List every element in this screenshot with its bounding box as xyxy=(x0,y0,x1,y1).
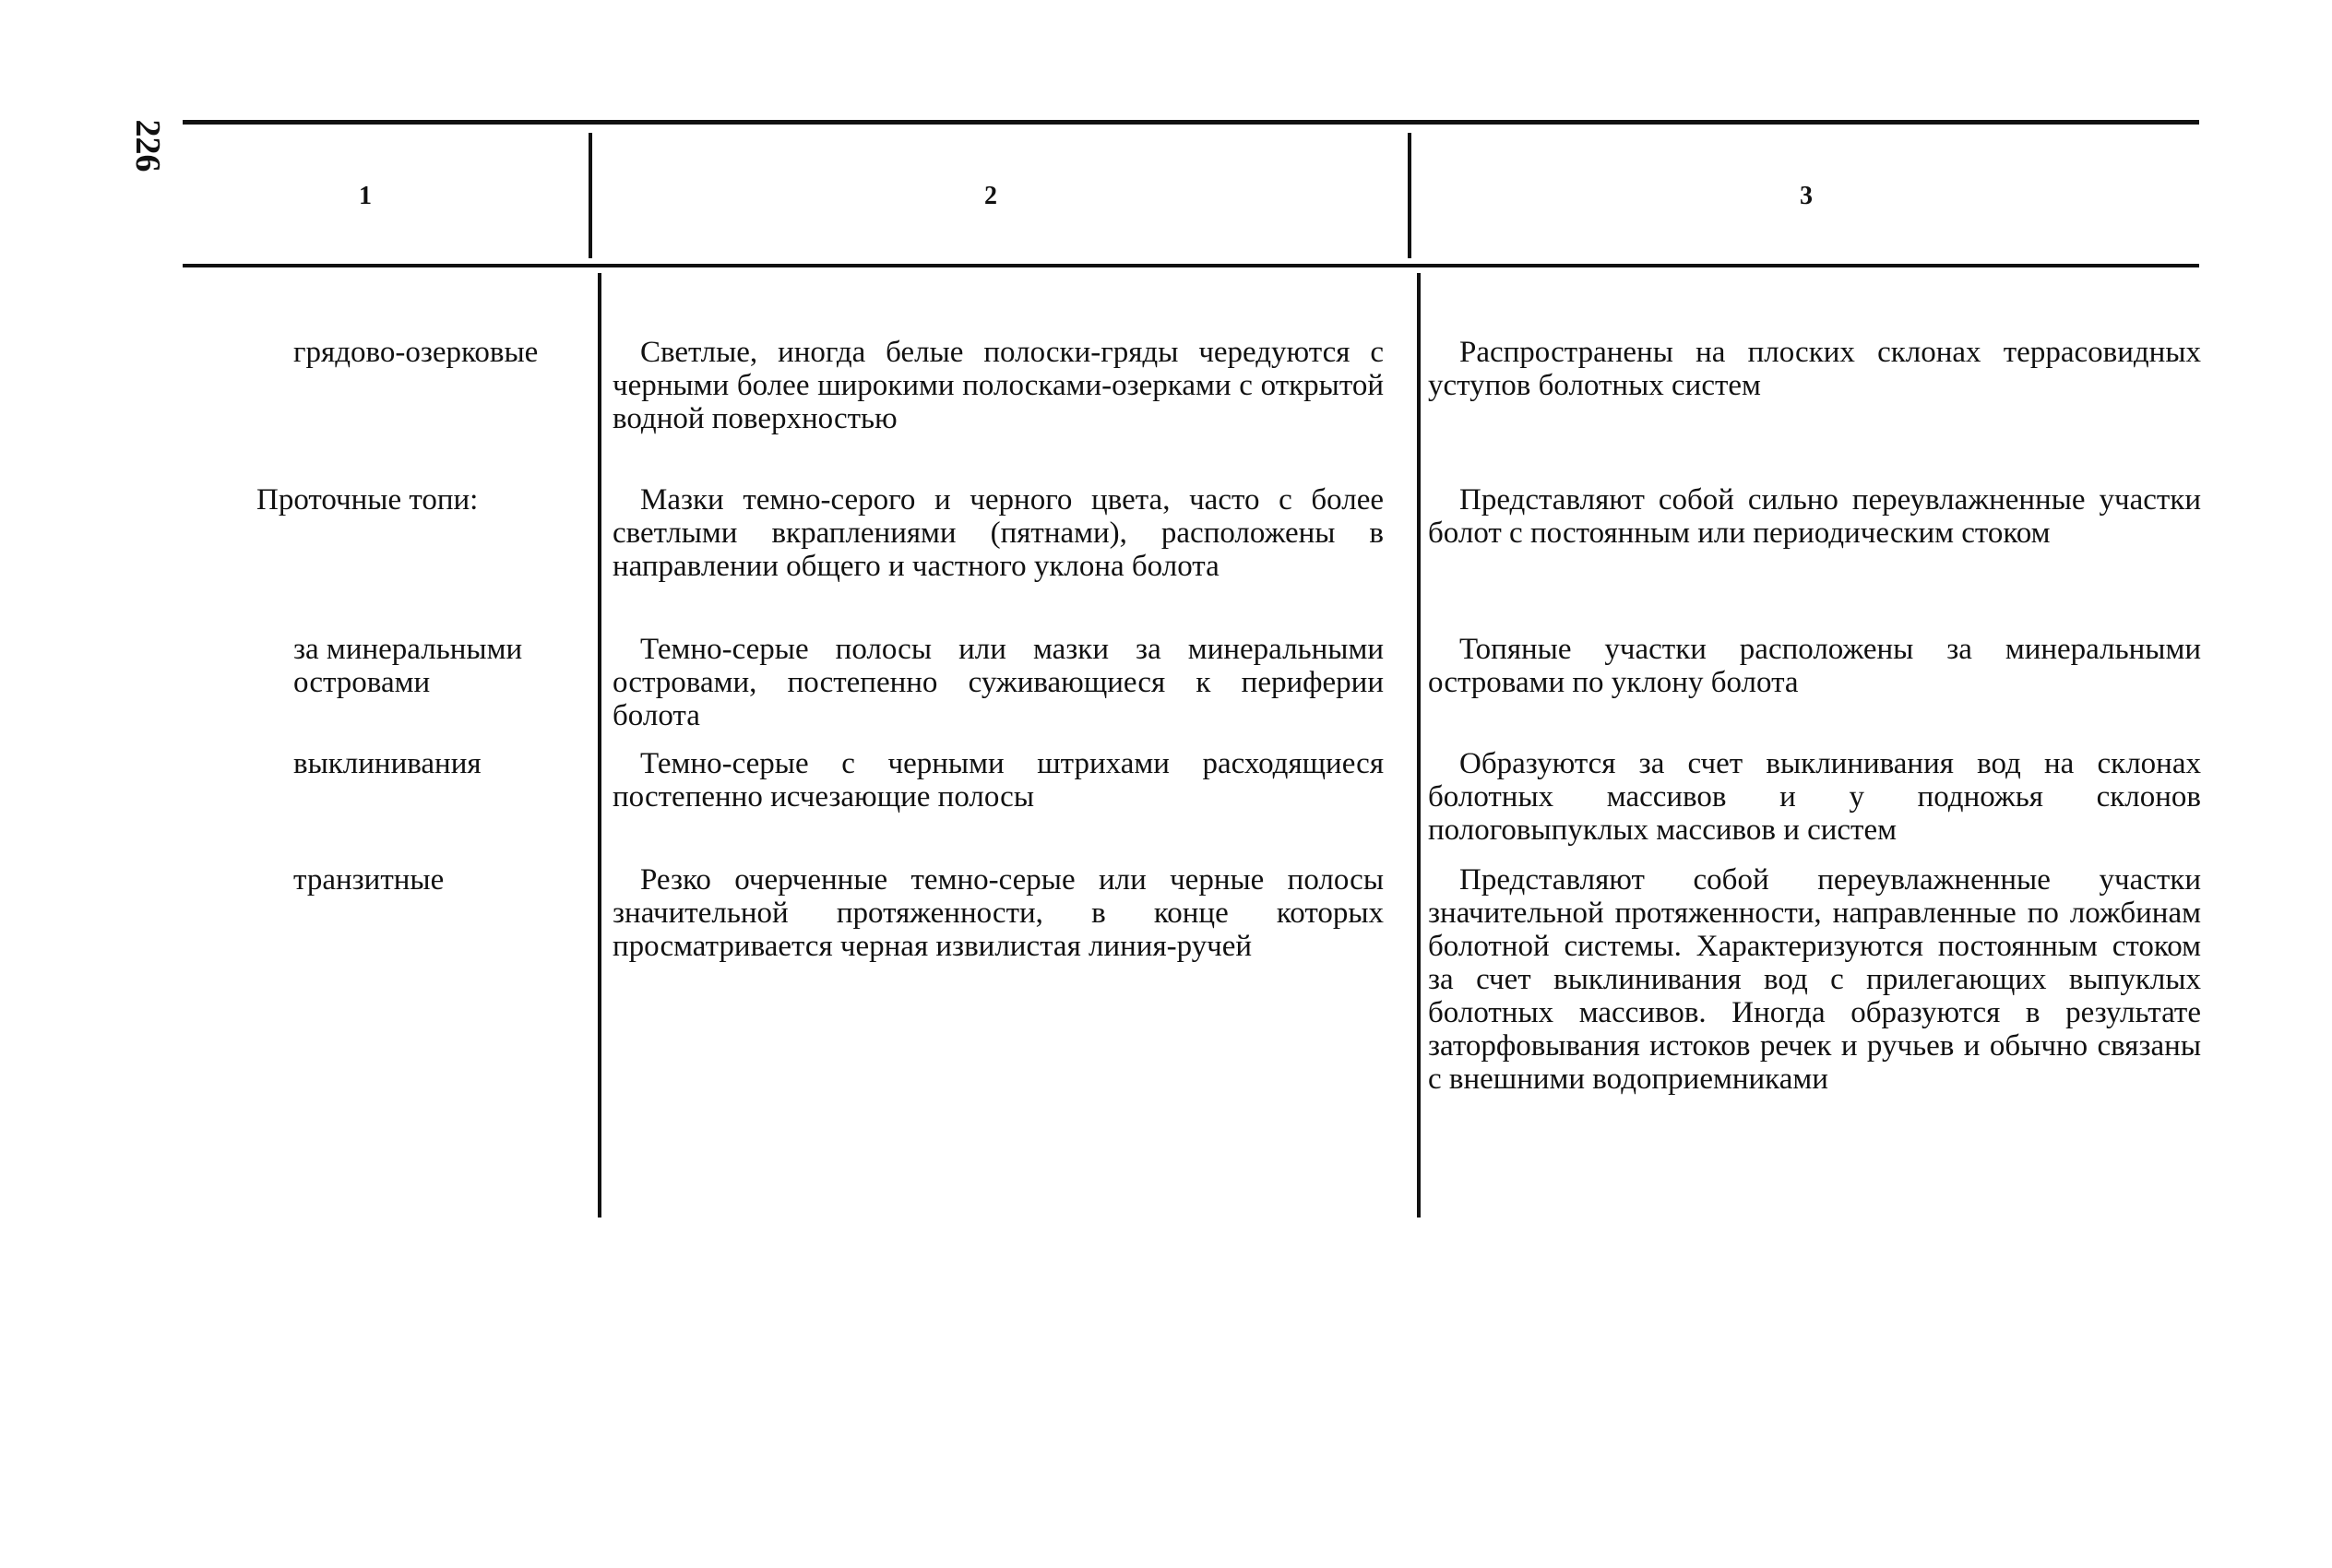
table-header-rule xyxy=(183,264,2199,267)
page-number: 226 xyxy=(128,119,167,172)
row-2-distribution: Представляют собой сильно переувлажненные участки болот с постоянным или периодическим стоком xyxy=(1428,483,2201,550)
row-3-appearance: Темно-серые полосы или мазки за минеральными островами, постепенно суживающиеся к периферии болота xyxy=(613,633,1384,732)
body-column-divider-1 xyxy=(598,273,601,1218)
column-header-1: 1 xyxy=(359,182,372,210)
column-header-2: 2 xyxy=(984,182,997,210)
row-5-type: транзитные xyxy=(293,863,445,897)
row-4-appearance: Темно-серые с черными штрихами расходящиеся постепенно исчезающие полосы xyxy=(613,747,1384,814)
row-1-appearance: Светлые, иногда белые полоски-гряды чередуются с черными более широкими полосками-озерками с открытой водной поверхностью xyxy=(613,336,1384,435)
column-header-3: 3 xyxy=(1800,182,1813,210)
header-column-divider-1 xyxy=(589,133,592,258)
table-top-rule xyxy=(183,120,2199,125)
row-4-distribution: Образуются за счет выклинивания вод на склонах болотных массивов и у подножья склонов пологовыпуклых массивов и систем xyxy=(1428,747,2201,847)
row-4-type: выклинивания xyxy=(293,747,482,780)
row-1-distribution: Распространены на плоских склонах террасовидных уступов болотных систем xyxy=(1428,336,2201,402)
body-column-divider-2 xyxy=(1417,273,1421,1218)
row-2-appearance: Мазки темно-серого и черного цвета, часто с более светлыми вкраплениями (пятнами), расположены в направлении общего и частного уклона болота xyxy=(613,483,1384,583)
header-column-divider-2 xyxy=(1408,133,1411,258)
row-5-distribution: Представляют собой переувлажненные участки значительной протяженности, направленные по ложбинам болотной системы. Характеризуются постоянным стоком за счет выклинивания вод с прилегающих выпуклых болотных массивов. Иногда образуются в результате заторфовывания истоков речек и ручьев и обычно связаны с внешними водоприемниками xyxy=(1428,863,2201,1096)
row-1-type: грядово-озерковые xyxy=(293,336,539,369)
row-2-type: Проточные топи: xyxy=(256,483,479,517)
row-5-appearance: Резко очерченные темно-серые или черные полосы значительной протяженности, в конце которых просматривается черная извилистая линия-ручей xyxy=(613,863,1384,963)
row-3-distribution: Топяные участки расположены за минеральными островами по уклону болота xyxy=(1428,633,2201,699)
row-3-type: за минеральными островами xyxy=(293,633,523,699)
